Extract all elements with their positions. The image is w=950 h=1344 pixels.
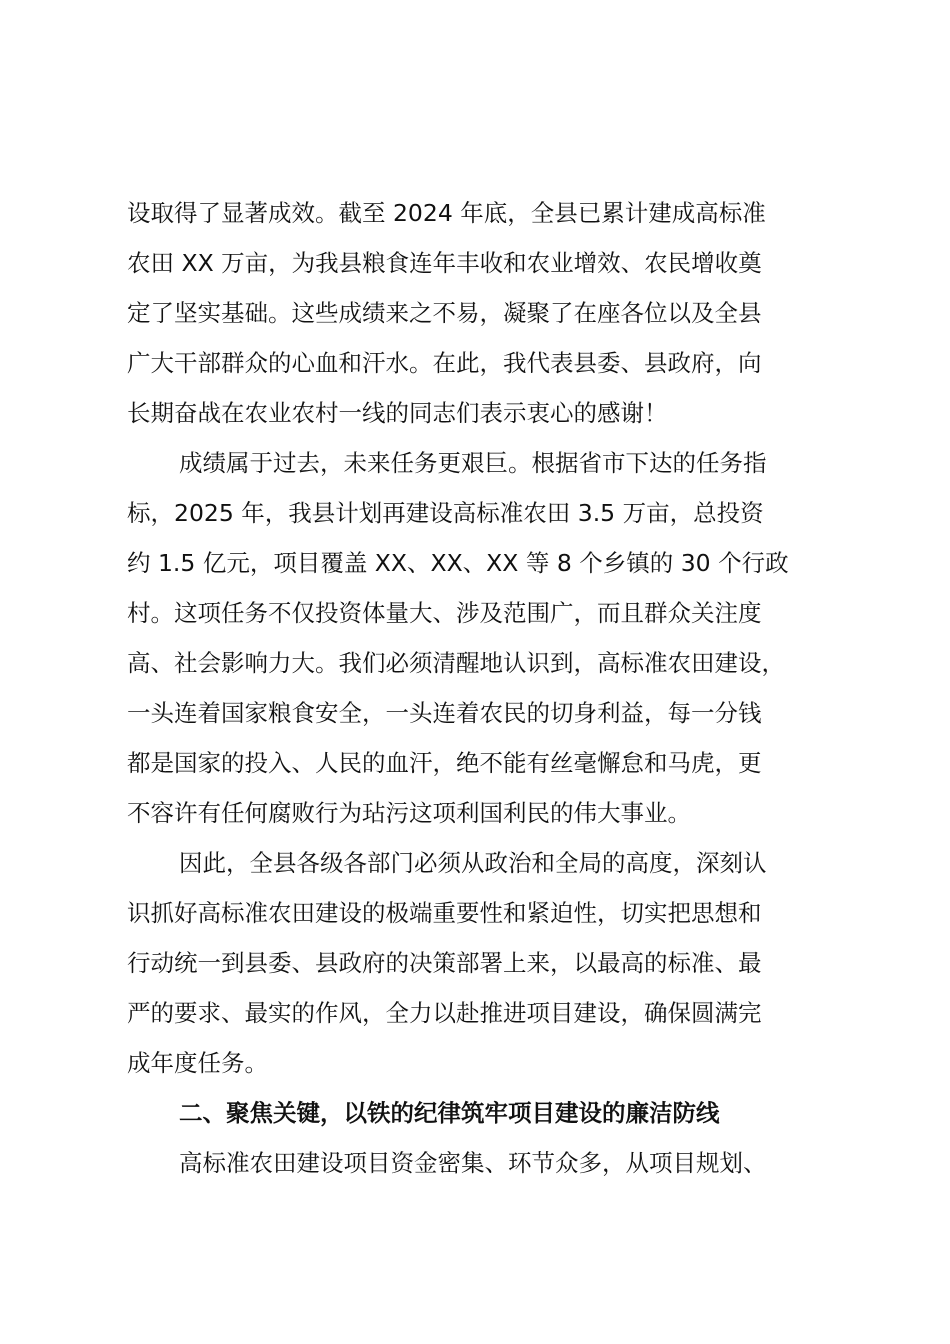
text-line: 广大干部群众的心血和汗水。在此，我代表县委、县政府，向 [127,349,762,377]
text-line: 因此，全县各级各部门必须从政治和全局的高度，深刻认 [179,849,767,877]
paragraph-achievements [127,188,847,438]
text-line: 定了坚实基础。这些成绩来之不易，凝聚了在座各位以及全县 [127,299,762,327]
text-line: 农田 XX 万亩，为我县粮食连年丰收和农业增效、农民增收奠 [127,249,762,277]
text-line: 成年度任务。 [127,1049,268,1077]
text-line: 严的要求、最实的作风，全力以赴推进项目建设，确保圆满完 [127,999,762,1027]
text-line: 行动统一到县委、县政府的决策部署上来，以最高的标准、最 [127,949,762,977]
document-body [127,188,847,1188]
section-heading [127,1088,847,1138]
text-line: 高、社会影响力大。我们必须清醒地认识到，高标准农田建设， [127,649,785,677]
text-line: 高标准农田建设项目资金密集、环节众多，从项目规划、 [179,1149,767,1177]
text-line: 一头连着国家粮食安全，一头连着农民的切身利益，每一分钱 [127,699,762,727]
text-line: 标，2025 年，我县计划再建设高标准农田 3.5 万亩，总投资 [127,499,764,527]
text-line: 识抓好高标准农田建设的极端重要性和紧迫性，切实把思想和 [127,899,762,927]
text-line: 设取得了显著成效。截至 2024 年底，全县已累计建成高标准 [127,199,766,227]
text-line: 成绩属于过去，未来任务更艰巨。根据省市下达的任务指 [179,449,767,477]
text-line: 长期奋战在农业农村一线的同志们表示衷心的感谢！ [127,399,668,427]
section-heading-text: 二、聚焦关键，以铁的纪律筑牢项目建设的廉洁防线 [179,1099,720,1127]
text-line: 都是国家的投入、人民的血汗，绝不能有丝毫懈怠和马虎，更 [127,749,762,777]
paragraph-integrity [127,1138,847,1188]
paragraph-importance [127,838,847,1088]
text-line: 约 1.5 亿元，项目覆盖 XX、XX、XX 等 8 个乡镇的 30 个行政 [127,549,789,577]
paragraph-tasks-2025 [127,438,847,838]
text-line: 村。这项任务不仅投资体量大、涉及范围广，而且群众关注度 [127,599,762,627]
text-line: 不容许有任何腐败行为玷污这项利国利民的伟大事业。 [127,799,691,827]
